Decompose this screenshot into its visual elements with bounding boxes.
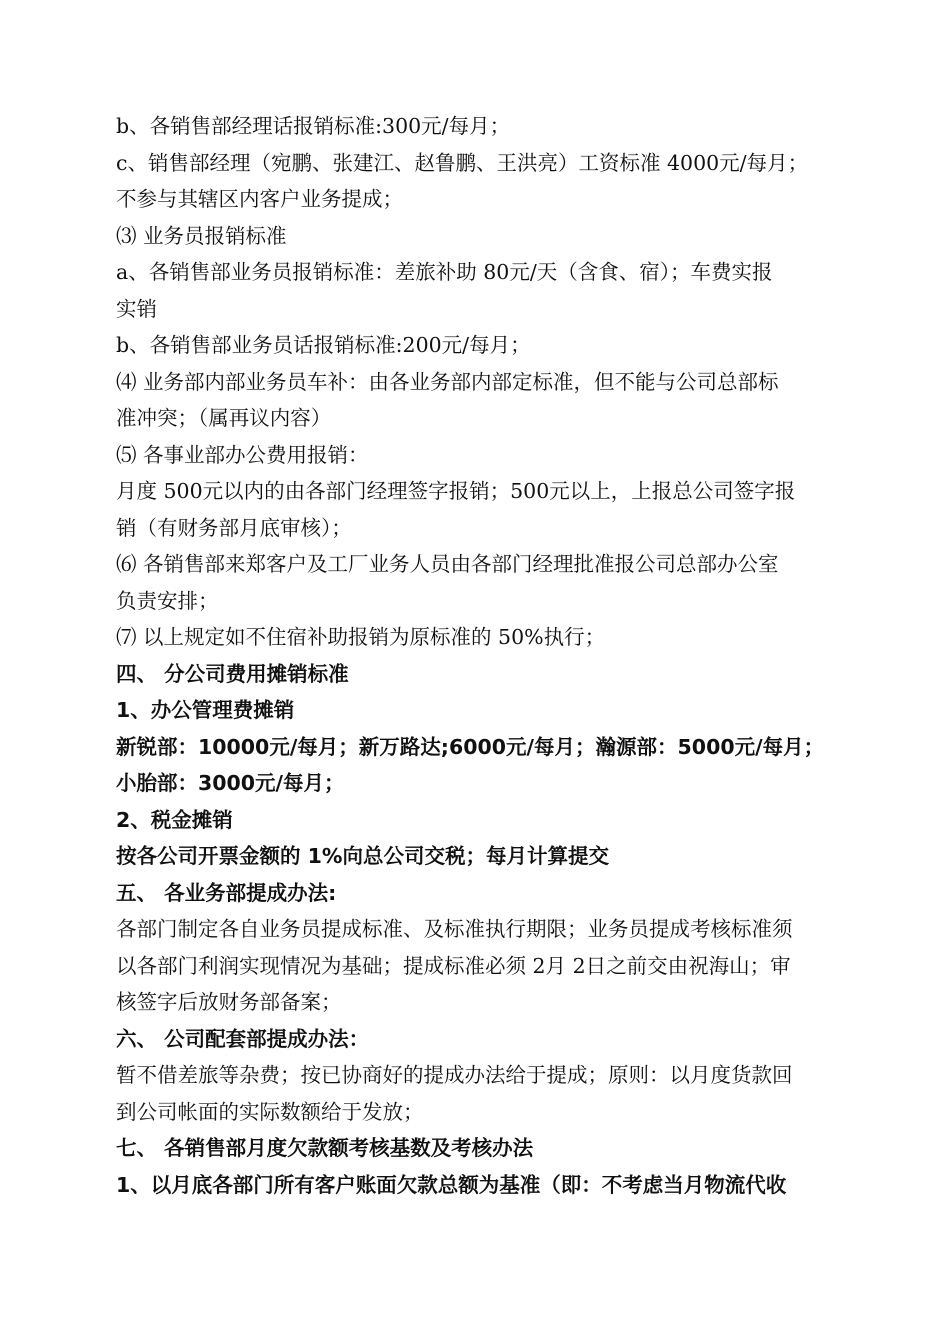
- text-line: 核签字后放财务部备案；: [116, 990, 342, 1014]
- text-line: 不参与其辖区内客户业务提成；: [116, 187, 403, 211]
- section-heading: 六、 公司配套部提成办法：: [116, 1026, 370, 1051]
- text-line: b、各销售部业务员话报销标准:200元/每月；: [116, 333, 531, 357]
- text-line: 月度 500元以内的由各部门经理签字报销；500元以上，上报总公司签字报: [116, 479, 796, 503]
- text-line: ⑶ 业务员报销标准: [116, 223, 287, 248]
- text-line: 小胎部：3000元/每月；: [116, 771, 345, 795]
- text-line: 以各部门利润实现情况为基础；提成标准必须 2月 2日之前交由祝海山；审: [116, 953, 791, 978]
- section-heading: 四、 分公司费用摊销标准: [116, 661, 349, 686]
- text-line: 按各公司开票金额的 1%向总公司交税；每月计算提交: [116, 844, 609, 868]
- text-line: 实销: [116, 296, 157, 321]
- text-line: 1、以月底各部门所有客户账面欠款总额为基准（即：不考虑当月物流代收: [116, 1172, 787, 1197]
- text-line: 到公司帐面的实际数额给于发放；: [116, 1099, 424, 1124]
- text-line: ⑺ 以上规定如不住宿补助报销为原标准的 50%执行；: [116, 625, 606, 649]
- text-line: ⑹ 各销售部来郑客户及工厂业务人员由各部门经理批准报公司总部办公室: [116, 552, 779, 576]
- text-line: b、各销售部经理话报销标准:300元/每月；: [116, 114, 511, 138]
- text-line: 各部门制定各自业务员提成标准、及标准执行期限；业务员提成考核标准须: [116, 917, 793, 941]
- subsection-heading: 2、税金摊销: [116, 807, 233, 832]
- text-line: 负责安排；: [116, 588, 219, 613]
- text-line: 新锐部：10000元/每月；新万路达;6000元/每月；瀚源部：5000元/每月；: [116, 734, 825, 759]
- text-line: 销（有财务部月底审核）；: [116, 515, 352, 540]
- section-heading: 五、 各业务部提成办法:: [116, 880, 337, 905]
- subsection-heading: 1、办公管理费摊销: [116, 698, 295, 722]
- text-line: a、各销售部业务员报销标准：差旅补助 80元/天（含食、宿）；车费实报: [116, 260, 773, 284]
- text-line: ⑸ 各事业部办公费用报销：: [116, 442, 369, 467]
- text-line: c、销售部经理（宛鹏、张建江、赵鲁鹏、王洪亮）工资标准 4000元/每月；: [116, 150, 809, 175]
- section-heading: 七、 各销售部月度欠款额考核基数及考核办法: [116, 1136, 534, 1160]
- text-line: 准冲突；（属再议内容）: [116, 406, 332, 430]
- text-line: 暂不借差旅等杂费；按已协商好的提成办法给于提成；原则：以月度货款回: [116, 1063, 793, 1087]
- document-page: [116, 108, 876, 1203]
- text-line: ⑷ 业务部内部业务员车补：由各业务部内部定标准，但不能与公司总部标: [116, 369, 779, 394]
